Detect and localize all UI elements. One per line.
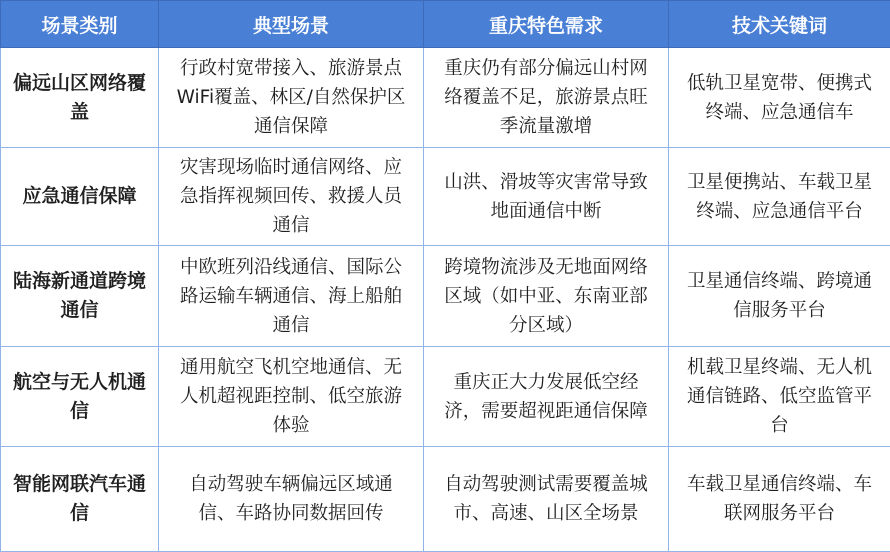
table-row <box>1 347 890 447</box>
demand-cell: 跨境物流涉及无地面网络区域（如中亚、东南亚部分区域） <box>424 246 669 347</box>
header-tech-keywords: 技术关键词 <box>669 1 890 48</box>
demand-cell: 重庆仍有部分偏远山村网络覆盖不足，旅游景点旺季流量激增 <box>424 48 669 148</box>
category-cell: 偏远山区网络覆盖 <box>1 48 159 148</box>
demand-cell: 重庆正大力发展低空经济，需要超视距通信保障 <box>424 347 669 447</box>
demand-cell: 山洪、滑坡等灾害常导致地面通信中断 <box>424 148 669 246</box>
header-category: 场景类别 <box>1 1 159 48</box>
keywords-cell: 车载卫星通信终端、车联网服务平台 <box>669 447 890 552</box>
scenario-cell: 通用航空飞机空地通信、无人机超视距控制、低空旅游体验 <box>159 347 424 447</box>
category-cell: 应急通信保障 <box>1 148 159 246</box>
keywords-cell: 卫星便携站、车载卫星终端、应急通信平台 <box>669 148 890 246</box>
category-cell: 智能网联汽车通信 <box>1 447 159 552</box>
keywords-cell: 低轨卫星宽带、便携式终端、应急通信车 <box>669 48 890 148</box>
header-chongqing-demand: 重庆特色需求 <box>424 1 669 48</box>
scenario-cell: 中欧班列沿线通信、国际公路运输车辆通信、海上船舶通信 <box>159 246 424 347</box>
category-cell: 航空与无人机通信 <box>1 347 159 447</box>
table-row <box>1 48 890 148</box>
header-typical-scenario: 典型场景 <box>159 1 424 48</box>
category-cell: 陆海新通道跨境通信 <box>1 246 159 347</box>
scenario-cell: 自动驾驶车辆偏远区域通信、车路协同数据回传 <box>159 447 424 552</box>
table-row <box>1 148 890 246</box>
table-row <box>1 246 890 347</box>
demand-cell: 自动驾驶测试需要覆盖城市、高速、山区全场景 <box>424 447 669 552</box>
keywords-cell: 卫星通信终端、跨境通信服务平台 <box>669 246 890 347</box>
scenario-cell: 灾害现场临时通信网络、应急指挥视频回传、救援人员通信 <box>159 148 424 246</box>
scenario-cell: 行政村宽带接入、旅游景点WiFi覆盖、林区/自然保护区通信保障 <box>159 48 424 148</box>
header-row <box>1 1 890 48</box>
keywords-cell: 机载卫星终端、无人机通信链路、低空监管平台 <box>669 347 890 447</box>
table-row <box>1 447 890 552</box>
